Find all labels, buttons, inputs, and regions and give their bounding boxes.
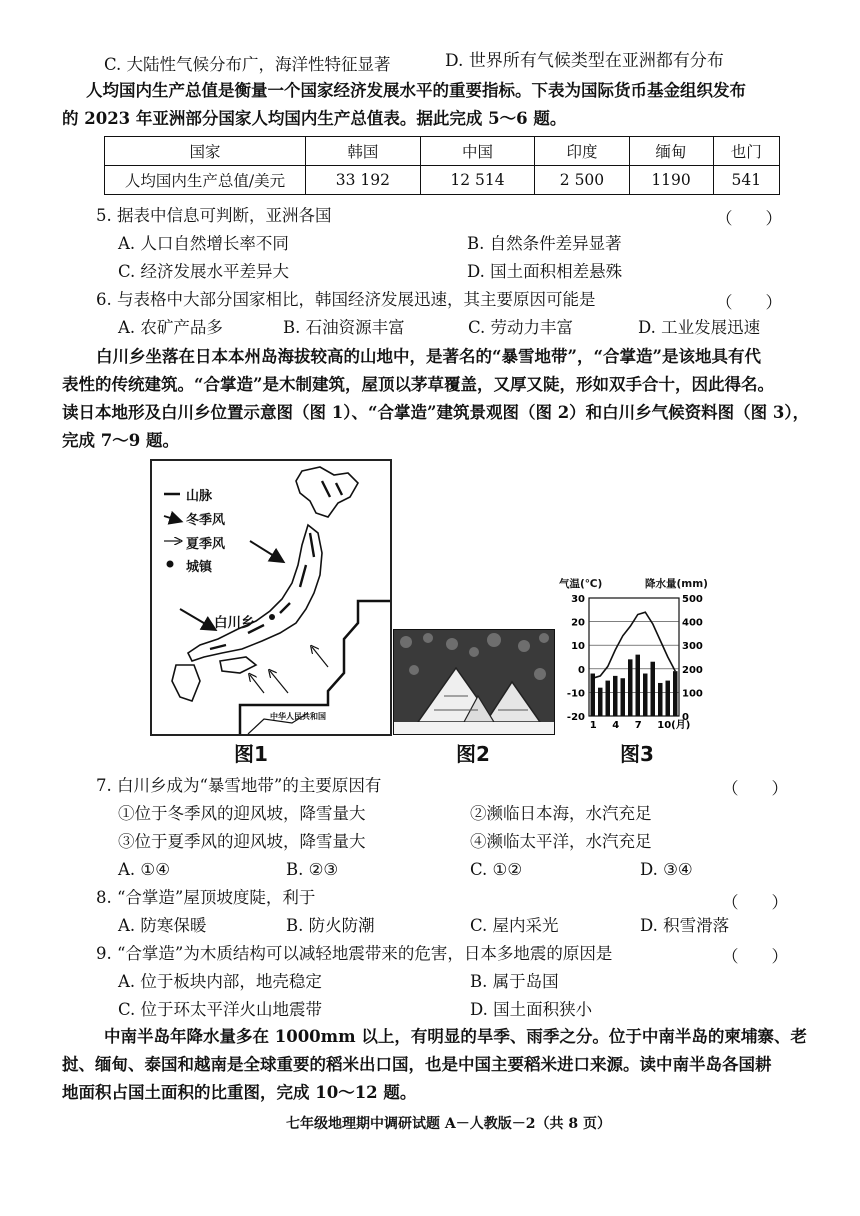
- figure3-climate-chart: [557, 576, 727, 736]
- table-header-cell: 中国: [420, 137, 535, 166]
- table-header-cell: 印度: [535, 137, 629, 166]
- precip-bar: [591, 674, 596, 716]
- q7-option-a: A. ①④: [118, 860, 170, 879]
- q9-option-c: C. 位于环太平洋火山地震带: [118, 1000, 323, 1019]
- table-cell: 33 192: [306, 166, 421, 195]
- table-header-row: [105, 137, 780, 166]
- q7-statement-3: ③位于夏季风的迎风坡，降雪量大: [118, 832, 366, 851]
- climate-chart-svg: [557, 576, 727, 736]
- intro-10-12-line1: 中南半岛年降水量多在 1000mm 以上，有明显的旱季、雨季之分。位于中南半岛的柬埔寨、老: [104, 1027, 807, 1046]
- figure1-caption: 图1: [234, 742, 268, 766]
- q6-answer-paren: （ ）: [716, 293, 782, 312]
- q9-option-d: D. 国土面积狭小: [470, 1000, 593, 1019]
- temp-tick-label: 0: [578, 664, 585, 676]
- table-row-label: 人均国内生产总值/美元: [105, 166, 306, 195]
- legend-label: 夏季风: [186, 537, 226, 552]
- gassho-house-image: [394, 630, 554, 734]
- intro-7-9-line4: 完成 7～9 题。: [62, 431, 179, 450]
- precip-tick-label: 100: [682, 688, 703, 700]
- q5-stem: 5. 据表中信息可判断，亚洲各国: [96, 206, 332, 225]
- q7-option-c: C. ①②: [470, 860, 523, 879]
- q7-stem: 7. 白川乡成为“暴雪地带”的主要原因有: [96, 776, 382, 795]
- q7-option-d: D. ③④: [640, 860, 693, 879]
- intro-7-9-line1: 白川乡坐落在日本本州岛海拔较高的山地中，是著名的“暴雪地带”，“合掌造”是该地具有代: [96, 347, 761, 366]
- town-legend-icon: [167, 561, 174, 568]
- table-cell: 12 514: [420, 166, 535, 195]
- intro-5-6-line1: 人均国内生产总值是衡量一个国家经济发展水平的重要指标。下表为国际货币基金组织发布: [86, 81, 746, 100]
- q7-statement-1: ①位于冬季风的迎风坡，降雪量大: [118, 804, 366, 823]
- q5-option-d: D. 国土面积相差悬殊: [467, 262, 623, 281]
- legend-label: 山脉: [186, 489, 213, 504]
- winter-wind-arrow: [180, 609, 214, 629]
- month-tick-label: 10(月): [657, 720, 691, 731]
- precip-tick-label: 400: [682, 617, 703, 629]
- table-header-cell: 国家: [105, 137, 306, 166]
- temp-tick-label: 10: [571, 641, 585, 653]
- winter-wind-arrow: [250, 541, 282, 561]
- precip-bar: [658, 683, 663, 716]
- q7-statement-2: ②濒临日本海，水汽充足: [470, 804, 652, 823]
- precip-bar: [636, 655, 641, 716]
- precip-tick-label: 0: [682, 712, 689, 723]
- temp-tick-label: 20: [571, 617, 585, 629]
- q6-stem: 6. 与表格中大部分国家相比，韩国经济发展迅速，其主要原因可能是: [96, 290, 596, 309]
- shirakawa-town-marker: [269, 614, 275, 620]
- q8-option-b: B. 防火防潮: [286, 916, 375, 935]
- table-cell: 541: [713, 166, 779, 195]
- intro-7-9-line3: 读日本地形及白川乡位置示意图（图 1）、“合掌造”建筑景观图（图 2）和白川乡气候资料图（图 3），: [62, 403, 810, 422]
- precip-bar: [651, 662, 656, 716]
- precip-axis-title: 降水量(mm): [645, 578, 708, 590]
- winter-wind-legend-icon: [164, 516, 180, 521]
- figure3-caption: 图3: [620, 742, 654, 766]
- q5-option-a: A. 人口自然增长率不同: [118, 234, 289, 253]
- table-header-cell: 韩国: [306, 137, 421, 166]
- table-row: [105, 166, 780, 195]
- q9-stem: 9. “合掌造”为木质结构可以减轻地震带来的危害，日本多地震的原因是: [96, 944, 613, 963]
- precip-bar: [613, 676, 618, 716]
- q8-option-d: D. 积雪滑落: [640, 916, 730, 935]
- temp-tick-label: 30: [571, 594, 585, 605]
- intro-10-12-line2: 挝、缅甸、泰国和越南是全球重要的稻米出口国，也是中国主要稻米进口来源。读中南半岛各国耕: [62, 1055, 772, 1074]
- intro-10-12-line3: 地面积占国土面积的比重图，完成 10～12 题。: [62, 1083, 417, 1102]
- q5-answer-paren: （ ）: [716, 209, 782, 228]
- precip-tick-label: 200: [682, 664, 703, 676]
- q6-option-c: C. 劳动力丰富: [468, 318, 574, 337]
- summer-wind-arrow: [270, 671, 288, 693]
- table-header-cell: 也门: [713, 137, 779, 166]
- gdp-table: [104, 136, 780, 195]
- q6-option-b: B. 石油资源丰富: [283, 318, 405, 337]
- page-footer: 七年级地理期中调研试题 A－人教版－2（共 8 页）: [286, 1116, 611, 1132]
- month-tick-label: 7: [634, 720, 642, 731]
- q8-stem: 8. “合掌造”屋顶坡度陡，利于: [96, 888, 316, 907]
- table-cell: 2 500: [535, 166, 629, 195]
- q7-statement-4: ④濒临太平洋，水汽充足: [470, 832, 652, 851]
- q6-option-d: D. 工业发展迅速: [638, 318, 761, 337]
- q9-answer-paren: （ ）: [722, 947, 788, 966]
- q7-answer-paren: （ ）: [722, 779, 788, 798]
- month-tick-label: 1: [589, 720, 597, 731]
- inset-label: 中华人民共和国: [270, 712, 326, 721]
- table-header-cell: 缅甸: [629, 137, 713, 166]
- q7-option-b: B. ②③: [286, 860, 339, 879]
- intro-5-6-line2: 的 2023 年亚洲部分国家人均国内生产总值表。据此完成 5～6 题。: [62, 109, 567, 128]
- q4-option-d: D. 世界所有气候类型在亚洲都有分布: [445, 51, 724, 71]
- legend-label: 冬季风: [186, 513, 226, 528]
- kyushu-outline: [172, 665, 200, 701]
- precip-bar: [598, 688, 603, 716]
- legend-winter-wind: [186, 509, 225, 528]
- summer-wind-arrow: [312, 647, 328, 667]
- precip-bar: [643, 674, 648, 716]
- precip-bar: [606, 681, 611, 716]
- q8-answer-paren: （ ）: [722, 893, 788, 912]
- precip-bar: [673, 671, 678, 716]
- precip-bar: [666, 681, 671, 716]
- figure2-photo: [393, 629, 555, 735]
- q9-option-a: A. 位于板块内部，地壳稳定: [118, 972, 322, 991]
- shirakawa-label: 白川乡: [214, 615, 255, 631]
- legend-mountain: [186, 485, 212, 504]
- legend-label: 城镇: [186, 560, 213, 575]
- q6-option-a: A. 农矿产品多: [118, 318, 223, 337]
- temp-tick-label: -10: [566, 688, 585, 700]
- precip-tick-label: 500: [682, 594, 703, 605]
- q5-option-c: C. 经济发展水平差异大: [118, 262, 290, 281]
- shikoku-outline: [220, 657, 256, 673]
- figure1-map-frame: [150, 459, 392, 736]
- q4-option-c: C. 大陆性气候分布广，海洋性特征显著: [104, 55, 391, 74]
- precip-tick-label: 300: [682, 641, 703, 653]
- temp-axis-title: 气温(℃): [559, 578, 603, 590]
- q8-option-a: A. 防寒保暖: [118, 916, 207, 935]
- figure2-caption: 图2: [456, 742, 490, 766]
- q5-option-b: B. 自然条件差异显著: [467, 234, 622, 253]
- q9-option-b: B. 属于岛国: [470, 972, 559, 991]
- table-cell: 1190: [629, 166, 713, 195]
- legend-town: [186, 556, 212, 575]
- temp-tick-label: -20: [566, 712, 585, 723]
- legend-summer-wind: [186, 533, 225, 552]
- precip-bar: [621, 678, 626, 716]
- month-tick-label: 4: [612, 720, 620, 731]
- summer-wind-arrow: [250, 675, 264, 693]
- precip-bar: [628, 659, 633, 716]
- q8-option-c: C. 屋内采光: [470, 916, 559, 935]
- intro-7-9-line2: 表性的传统建筑。“合掌造”是木制建筑，屋顶以茅草覆盖，又厚又陡，形如双手合十，因此得名。: [62, 375, 774, 394]
